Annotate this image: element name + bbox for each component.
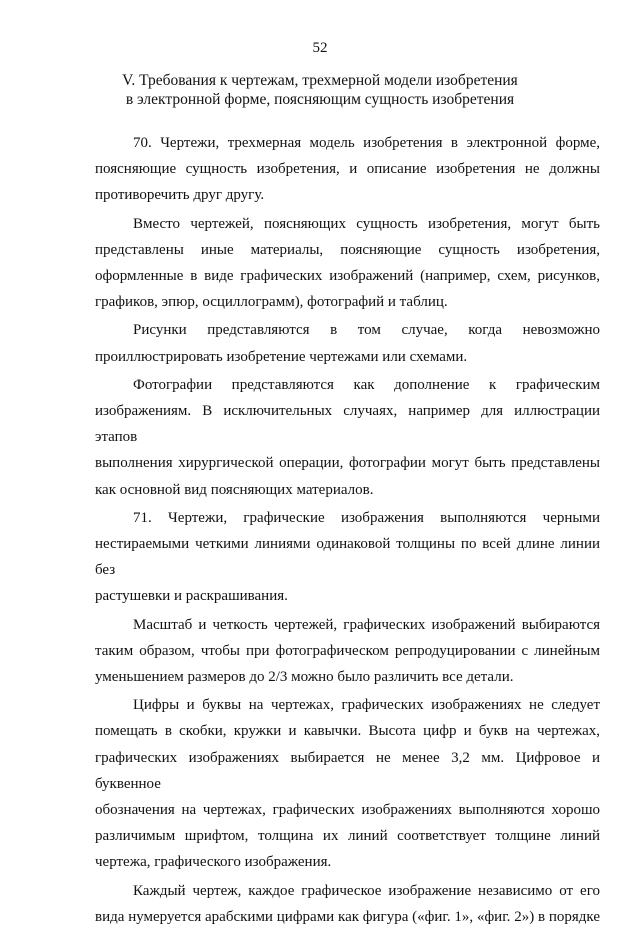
paragraph	[95, 612, 600, 691]
paragraph-line: растушевки и раскрашивания.	[95, 588, 288, 605]
paragraph	[95, 878, 600, 930]
paragraph	[95, 130, 600, 209]
section-heading-line: в электронной форме, поясняющим сущность изобретения	[125, 91, 515, 108]
body-text	[95, 130, 600, 930]
section-heading	[90, 71, 550, 109]
paragraph-line: Масштаб и четкость чертежей, графических изображений выбираются	[133, 616, 600, 633]
paragraph	[95, 505, 600, 610]
section-heading-line: V. Требования к чертежам, трехмерной модели изобретения	[122, 72, 518, 89]
paragraph-line: графических изображениях выбирается не менее 3,2 мм. Цифровое и буквенное	[95, 749, 600, 792]
paragraph-line: проиллюстрировать изобретение чертежами или схемами.	[95, 348, 468, 365]
paragraph-line: Фотографии представляются как дополнение к графическим	[133, 376, 600, 393]
paragraph	[95, 692, 600, 875]
paragraph-line: графиков, эпюр, осциллограмм), фотографий и таблиц.	[95, 294, 448, 311]
paragraph-line: противоречить друг другу.	[95, 187, 265, 204]
paragraph-line: уменьшением размеров до 2/3 можно было различить все детали.	[95, 669, 514, 686]
page-number: 52	[312, 40, 328, 56]
paragraph-line: Рисунки представляются в том случае, когда невозможно	[133, 322, 600, 339]
paragraph-line: Цифры и буквы на чертежах, графических изображениях не следует	[133, 697, 600, 714]
paragraph-line: изображениям. В исключительных случаях, например для иллюстрации этапов	[95, 403, 600, 446]
paragraph-line: таким образом, чтобы при фотографическом репродуцировании с линейным	[95, 642, 600, 659]
paragraph-line: обозначения на чертежах, графических изображениях выполняются хорошо	[95, 802, 600, 819]
paragraph-line: выполнения хирургической операции, фотографии могут быть представлены	[95, 455, 600, 472]
paragraph-line: помещать в скобки, кружки и кавычки. Высота цифр и букв на чертежах,	[95, 723, 600, 740]
paragraph-line: Каждый чертеж, каждое графическое изображение независимо от его	[133, 882, 600, 899]
paragraph-line: 70. Чертежи, трехмерная модель изобретения в электронной форме,	[133, 135, 600, 151]
paragraph-line: чертежа, графического изображения.	[95, 854, 332, 871]
paragraph-line: нестираемыми четкими линиями одинаковой толщины по всей длине линии без	[95, 536, 600, 579]
paragraph-line: как основной вид поясняющих материалов.	[95, 481, 374, 498]
paragraph-line: Вместо чертежей, поясняющих сущность изобретения, могут быть	[133, 215, 600, 232]
paragraph	[95, 317, 600, 369]
paragraph-line: 71. Чертежи, графические изображения выполняются черными	[133, 509, 600, 526]
paragraph-line: различимым шрифтом, толщина их линий соответствует толщине линий	[95, 828, 600, 845]
paragraph	[95, 372, 600, 503]
paragraph-line: представлены иные материалы, поясняющие сущность изобретения,	[95, 241, 600, 258]
paragraph	[95, 211, 600, 316]
paragraph-line: оформленные в виде графических изображений (например, схем, рисунков,	[95, 268, 600, 285]
paragraph-line: вида нумеруется арабскими цифрами как фигура («фиг. 1», «фиг. 2») в порядке	[95, 908, 600, 925]
paragraph-line: поясняющие сущность изобретения, и описание изобретения не должны	[95, 161, 600, 178]
